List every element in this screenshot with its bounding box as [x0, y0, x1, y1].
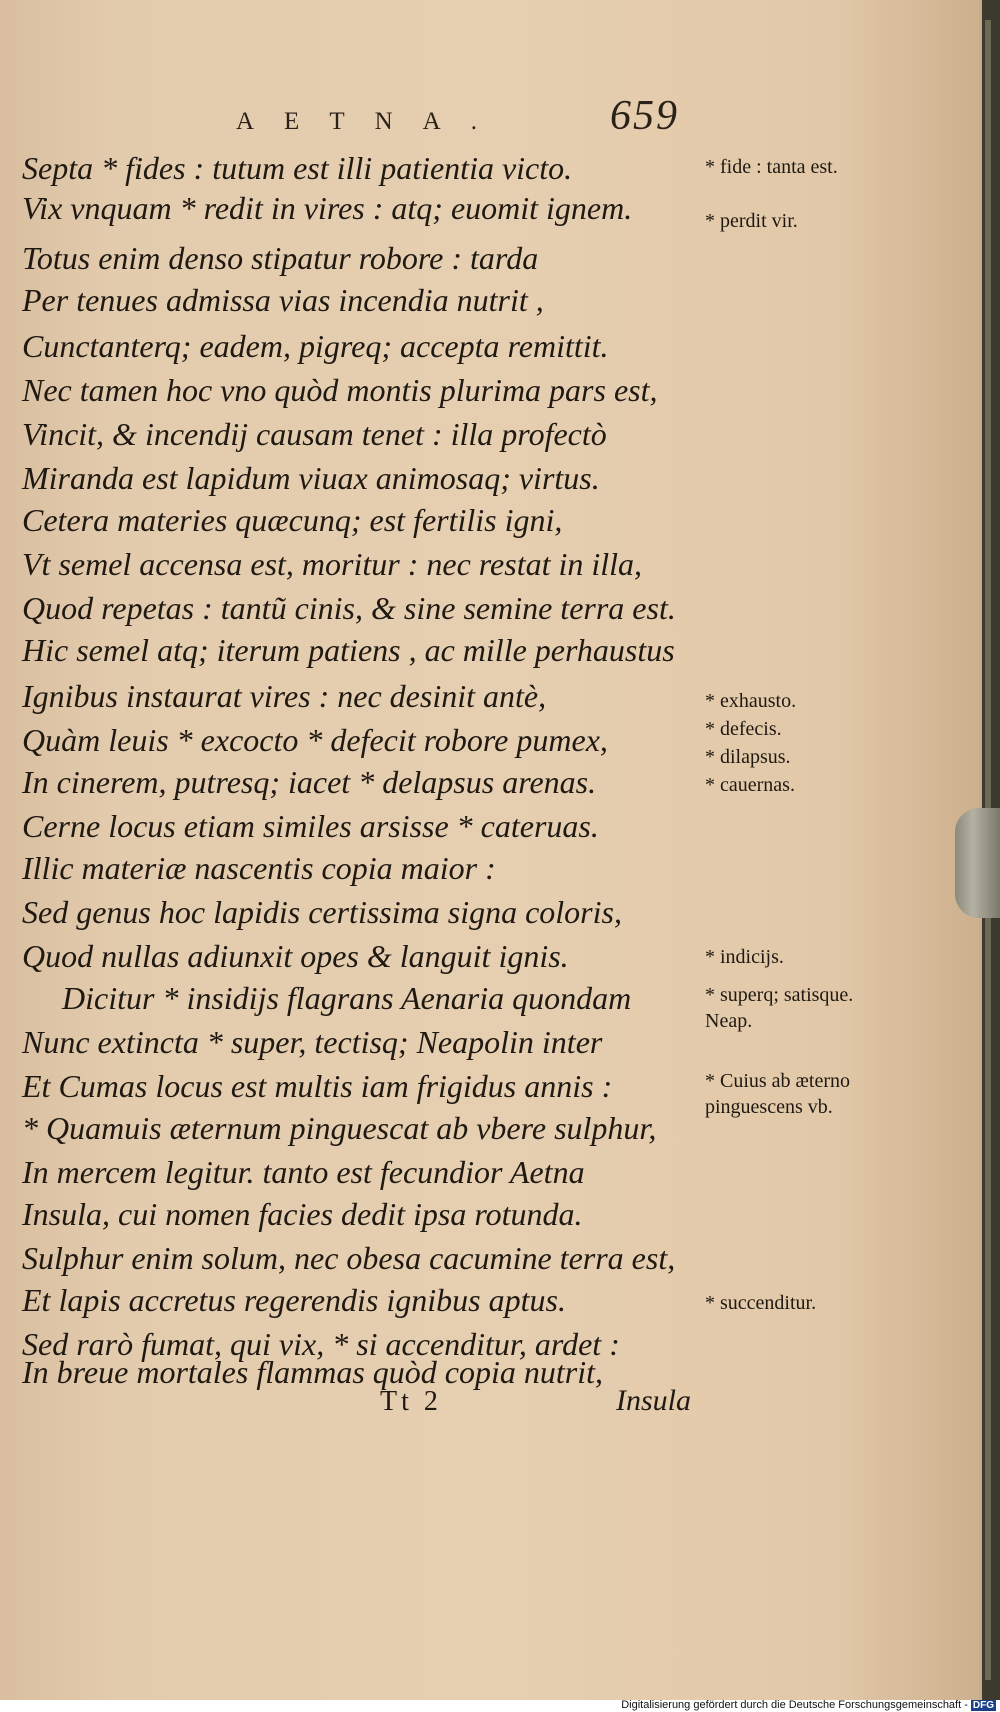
- verse-line: Vix vnquam * redit in vires : atq; euomit ignem.: [22, 190, 633, 226]
- verse-line: Nec tamen hoc vno quòd montis plurima pars est,: [22, 372, 658, 408]
- verse-line: Illic materiæ nascentis copia maior :: [22, 850, 496, 886]
- verse-line: In cinerem, putresq; iacet * delapsus arenas.: [22, 764, 597, 800]
- margin-note: * fide : tanta est.: [705, 156, 838, 178]
- margin-note: * exhausto.: [705, 690, 797, 712]
- footer-credit-text: Digitalisierung gefördert durch die Deutsche Forschungsgemeinschaft -: [621, 1699, 968, 1711]
- verse-line: Septa * fides : tutum est illi patientia victo.: [22, 150, 573, 186]
- margin-note: * cauernas.: [705, 774, 795, 796]
- verse-line: Cerne locus etiam similes arsisse * cateruas.: [22, 808, 599, 844]
- verse-line: Per tenues admissa vias incendia nutrit ,: [22, 282, 544, 318]
- signature-mark: Tt 2: [380, 1386, 442, 1417]
- verse-line: Quod nullas adiunxit opes & languit ignis.: [22, 938, 569, 974]
- margin-note: * indicijs.: [705, 946, 784, 968]
- verse-line: Nunc extincta * super, tectisq; Neapolin inter: [22, 1024, 603, 1060]
- verse-line: Ignibus instaurat vires : nec desinit antè,: [22, 678, 547, 714]
- verse-line: Miranda est lapidum viuax animosaq; virtus.: [22, 460, 600, 496]
- verse-line: Vincit, & incendij causam tenet : illa profectò: [22, 416, 607, 452]
- verse-line: Quod repetas : tantũ cinis, & sine semine terra est.: [22, 590, 676, 626]
- verse-line: Insula, cui nomen facies dedit ipsa rotunda.: [22, 1196, 583, 1232]
- catchword: Insula: [616, 1384, 691, 1417]
- verse-line: * Quamuis æternum pinguescat ab vbere sulphur,: [22, 1110, 657, 1146]
- margin-note: * perdit vir.: [705, 210, 798, 232]
- dfg-logo: DFG: [972, 1700, 994, 1711]
- margin-note: * superq; satisque. Neap.: [705, 984, 854, 1032]
- verse-line: Sed rarò fumat, qui vix, * si accenditur, ardet :: [22, 1326, 620, 1362]
- page-number: 659: [610, 93, 679, 139]
- verse-line: Et Cumas locus est multis iam frigidus annis :: [22, 1068, 613, 1104]
- verse-line: Dicitur * insidijs flagrans Aenaria quondam: [62, 980, 632, 1016]
- verse-line: Vt semel accensa est, moritur : nec restat in illa,: [22, 546, 643, 582]
- margin-note: * defecis.: [705, 718, 782, 740]
- page-tab-marker: [955, 808, 1000, 918]
- margin-note: * dilapsus.: [705, 746, 791, 768]
- margin-note: * Cuius ab æterno pinguescens vb.: [705, 1070, 850, 1118]
- verse-line: Cunctanterq; eadem, pigreq; accepta remittit.: [22, 328, 609, 364]
- footer-credit: [621, 1699, 996, 1711]
- verse-line: Quàm leuis * excocto * defecit robore pumex,: [22, 722, 608, 758]
- margin-note: * succenditur.: [705, 1292, 817, 1314]
- verse-line: Hic semel atq; iterum patiens , ac mille perhaustus: [22, 632, 675, 668]
- running-head: AETNA.: [236, 108, 507, 135]
- verse-line: Et lapis accretus regerendis ignibus aptus.: [22, 1282, 566, 1318]
- verse-line: In breue mortales flammas quòd copia nutrit,: [22, 1354, 603, 1390]
- verse-line: Totus enim denso stipatur robore : tarda: [22, 240, 539, 276]
- verse-line: Cetera materies quæcunq; est fertilis igni,: [22, 502, 563, 538]
- verse-line: Sulphur enim solum, nec obesa cacumine terra est,: [22, 1240, 676, 1276]
- verse-line: Sed genus hoc lapidis certissima signa coloris,: [22, 894, 622, 930]
- verse-line: In mercem legitur. tanto est fecundior Aetna: [22, 1154, 585, 1190]
